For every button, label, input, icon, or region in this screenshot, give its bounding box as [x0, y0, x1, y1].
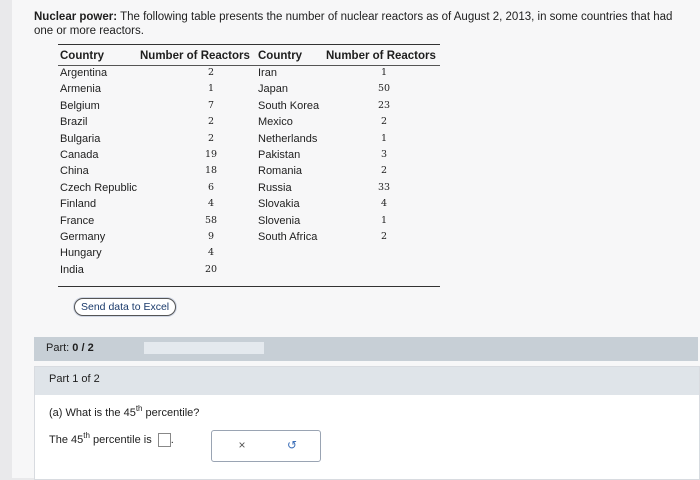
- table-row: [58, 197, 440, 213]
- reactors-cell: 2: [207, 132, 215, 144]
- table-row: [58, 82, 440, 98]
- part-card: [34, 366, 700, 480]
- country-cell: Romania: [258, 165, 303, 178]
- table-bottom-rule: [58, 286, 440, 287]
- table-row: [58, 263, 440, 279]
- question-suffix: percentile?: [142, 407, 200, 419]
- country-cell: Czech Republic: [60, 181, 138, 194]
- country-cell: Russia: [258, 181, 292, 194]
- part-score-bar: [34, 337, 698, 361]
- table-row: [58, 148, 440, 164]
- undo-icon[interactable]: ↺: [286, 438, 298, 452]
- country-cell: Bulgaria: [60, 132, 101, 145]
- table-row: [58, 132, 440, 148]
- reactors-cell: 1: [380, 67, 388, 78]
- country-cell: France: [60, 214, 95, 227]
- header-reactors-1: Number of Reactors: [140, 50, 250, 62]
- table-row: [58, 66, 440, 82]
- reactors-cell: 2: [207, 67, 215, 78]
- header-country-2: Country: [258, 50, 303, 62]
- reactors-cell: 58: [204, 214, 218, 226]
- answer-number: 45: [71, 433, 84, 446]
- reactors-cell: 1: [380, 214, 388, 226]
- reactors-cell: 1: [380, 132, 388, 144]
- reactors-cell: 6: [207, 181, 215, 193]
- reactors-cell: 2: [380, 165, 388, 177]
- part-score-value: 0 / 2: [72, 342, 94, 354]
- reactors-cell: 4: [207, 247, 215, 259]
- reactors-cell: 9: [207, 230, 215, 242]
- reactors-cell: 7: [207, 99, 215, 111]
- reactors-cell: 2: [380, 116, 388, 128]
- question-ordinal: th: [135, 404, 143, 413]
- send-to-excel-button[interactable]: Send data to Excel: [74, 298, 176, 316]
- country-cell: Armenia: [60, 83, 101, 96]
- country-cell: Netherlands: [258, 132, 318, 145]
- country-cell: Mexico: [258, 116, 293, 129]
- part-of-label: Part 1 of 2: [49, 373, 100, 385]
- table-row: [58, 99, 440, 115]
- reactors-cell: 2: [380, 230, 388, 242]
- answer-prefix: The: [49, 433, 72, 446]
- country-cell: Slovenia: [258, 214, 301, 227]
- answer-tools: [211, 430, 321, 462]
- country-cell: Slovakia: [258, 198, 300, 211]
- country-cell: Pakistan: [258, 148, 301, 161]
- reactors-table: [58, 44, 440, 279]
- problem-intro: [34, 10, 684, 38]
- reactors-cell: 19: [204, 148, 218, 160]
- country-cell: Japan: [258, 83, 288, 96]
- reactors-cell: 33: [377, 181, 391, 193]
- table-row: [58, 246, 440, 262]
- reactors-cell: 20: [204, 263, 218, 275]
- header-country-1: Country: [60, 50, 105, 62]
- table-row: [58, 115, 440, 131]
- reactors-cell: 3: [380, 148, 388, 160]
- answer-ordinal: th: [83, 430, 90, 440]
- country-cell: South Korea: [258, 99, 320, 112]
- reactors-cell: 1: [207, 83, 215, 95]
- country-cell: China: [60, 165, 89, 178]
- part-progress-bar: [144, 342, 264, 354]
- question-number: 45: [123, 407, 136, 419]
- page: [12, 0, 700, 478]
- table-row: [58, 214, 440, 230]
- question-prefix: (a) What is the: [49, 407, 124, 419]
- intro-text: The following table presents the number of nuclear reactors as of August 2, 2013, in some countries that had one or more reactors.: [34, 11, 673, 37]
- table-row: [58, 164, 440, 180]
- reactors-cell: 50: [377, 83, 391, 95]
- country-cell: Iran: [258, 67, 277, 79]
- country-cell: Hungary: [60, 247, 102, 260]
- country-cell: Belgium: [60, 99, 100, 112]
- country-cell: India: [60, 263, 84, 276]
- question-text: [49, 404, 200, 419]
- table-row: [58, 181, 440, 197]
- country-cell: Brazil: [60, 116, 88, 129]
- intro-title: Nuclear power:: [34, 11, 118, 23]
- part-card-header: [35, 367, 699, 395]
- clear-icon[interactable]: ×: [238, 438, 246, 452]
- reactors-cell: 23: [377, 99, 391, 111]
- country-cell: Finland: [60, 198, 97, 211]
- reactors-cell: 4: [380, 198, 388, 210]
- table-body: [58, 66, 440, 279]
- country-cell: Argentina: [60, 67, 108, 79]
- country-cell: Canada: [60, 148, 99, 161]
- reactors-cell: 18: [204, 165, 218, 177]
- country-cell: South Africa: [258, 230, 318, 243]
- answer-input[interactable]: [158, 433, 171, 447]
- table-row: [58, 230, 440, 246]
- part-score-label: Part:: [46, 342, 70, 354]
- reactors-cell: 4: [207, 198, 215, 210]
- answer-period: .: [170, 433, 174, 446]
- answer-line: [49, 430, 174, 447]
- country-cell: Germany: [60, 230, 106, 243]
- table-header: [58, 45, 440, 65]
- reactors-cell: 2: [207, 116, 215, 128]
- part-score: [46, 342, 94, 354]
- header-reactors-2: Number of Reactors: [326, 50, 436, 62]
- answer-suffix: percentile is: [89, 433, 155, 446]
